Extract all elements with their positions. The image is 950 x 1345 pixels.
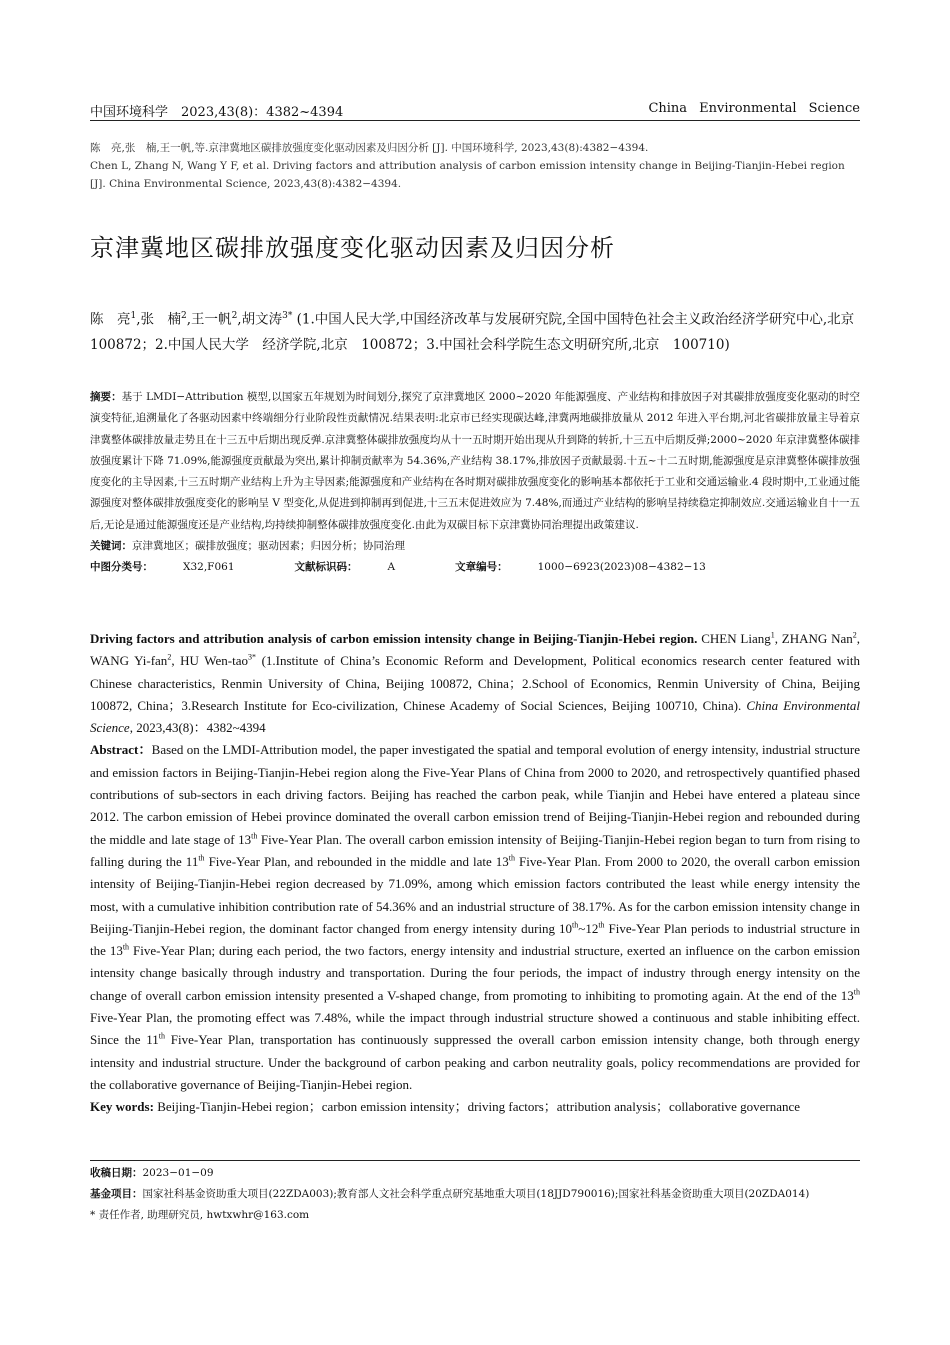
en-abstract: Abstract：Based on the LMDI-Attribution model, the paper investigated the spatial and temporal evolution of energy intensity, industrial structure and emission factors in Beijing-Tianjin-Hebei region along the Five-Year Plans of China from 2000 to 2020, and retrospectively quantified phased contributions of sub-sectors in each driving factors. Beijing has reached the carbon peak, while Tianjin and Hebei have entered a plateau since 2012. The carbon emission of Hebei province dominated the overall carbon emission trend of Beijing-Tianjin-Hebei region and rebounded during the middle and late stage of 13th Five-Year Plan. The overall carbon emission intensity of Beijing-Tianjin-Hebei region began to turn from rising to falling during the 11th Five-Year Plan, and rebounded in the middle and late 13th Five-Year Plan. From 2000 to 2020, the overall carbon emission intensity of Beijing-Tianjin-Hebei region decreased by 71.09%, among which emission factors contributed the least while energy intensity the most, with a cumulative inhibition contribution rate of 54.36% and an industrial structure of 38.17%. As for the carbon emission intensity change in Beijing-Tianjin-Hebei region, the dominant factor changed from energy intensity during 10th~12th Five-Year Plan periods to industrial structure in the 13th Five-Year Plan; during each period, the two factors, energy intensity and industrial structure, exerted an influence on the carbon emission intensity change basically through industry and transportation. During the four periods, the impact of industry through energy intensity on the change of overall carbon emission intensity presented a V-shaped change, from promoting to inhibiting to promoting again. At the end of the 13th Five-Year Plan, the promoting effect was 7.48%, while the impact through industrial structure showed a continuous and stable inhibiting effect. Since the 11th Five-Year Plan, transportation has continuously suppressed the overall carbon emission intensity change, both through energy intensity and industrial structure. Under the background of carbon peaking and carbon neutrality goals, policy recommendations are provided for the collaborative governance of Beijing-Tianjin-Hebei region. bbox=[90, 742, 861, 1092]
abstract-cn-label: 摘要： bbox=[90, 391, 122, 403]
article-number: 1000−6923(2023)08−4382−13 bbox=[537, 561, 706, 574]
en-keywords-label: Key words bbox=[90, 1099, 150, 1115]
journal-en: China Environmental Science bbox=[648, 101, 860, 116]
corresponding-author: * 责任作者, 助理研究员, hwtxwhr@163.com bbox=[90, 1209, 310, 1221]
author-2: ,张 楠 bbox=[136, 311, 182, 328]
abstract-cn-text: 基于 LMDI−Attribution 模型,以国家五年规划为时间划分,探究了京津冀地区 2000~2020 年能源强度、产业结构和排放因子对其碳排放强度变化驱动的时空演变特征,追溯量化了各驱动因素中终端细分行业阶段性贡献情况.结果表明:北京市已经实现碳达峰,津冀两地碳排放量从 2012 年进入平台期,河北省碳排放量主导着京津冀整体碳排放量走势且在十三五中后期出现反弹.京津冀整体碳排放强度均从十一五时期开始出现从升到降的转折,十三五中后期反弹;2000~2020 年京津冀整体碳排放强度累计下降 71.09%,能源强度贡献最为突出,累计抑制贡献率为 54.36%,产业结构 38.17%,排放因子贡献最弱.十五~十二五时期,能源强度是京津冀整体碳排放强度变化的主导因素,十三五时期产业结构上升为主导因素;能源强度和产业结构在各时期对碳排放强度变化的影响基本都依托于工业和交通运输业.4 段时期中,工业通过能源强度对整体碳排放强度变化的影响呈 V 型变化,从促进到抑制再到促进,十三五末促进效应为 7.48%,而通过产业结构的影响呈持续稳定抑制效应.交通运输业自十一五后,无论是通过能源强度还是产业结构,均持续抑制整体碳排放强度变化.由此为双碳目标下京津冀协同治理提出政策建议. bbox=[90, 391, 861, 531]
affiliations-cn: (1.中国人民大学,中国经济改革与发展研究院,全国中国特色社会主义政治经济学研究中心,北京 100872；2.中国人民大学 经济学院,北京 100872；3.中国社会科学院生态文明研究所,北京 100710) bbox=[90, 311, 868, 353]
clc-number: X32,F061 bbox=[183, 561, 235, 574]
author-list: 陈 亮$^1$,张 楠$^2$,王一帆$^2$,胡文涛$^{3*}$ (1.中国人民大学,中国经济改革与发展研究院,全国中国特色社会主义政治经济学研究中心,北京 100872；2.中国人民大学 经济学院,北京 100872；3.中国社会科学院生态文明研究所,北京 100710) bbox=[90, 311, 868, 353]
author-1: 陈 亮 bbox=[90, 311, 131, 328]
english-section: Driving factors and attribution analysis of carbon emission intensity change in Beijing-Tianjin-Hebei region. CHEN Liang$^1$, ZHANG Nan$^2$, WANG Yi-fan$^2$, HU Wen-tao$^{3*}$ (1.Institute of China’s Economic Reform and Development, Political economics research center featured with Chinese characteristics, Renmin University of China, Beijing 100872, China；2.School of Economics, Renmin University of China, Beijing 100872, China；3.Research Institute for Eco-civilization, Chinese Academy of Social Sciences, Beijing 100710, China). China Environmental Science, 2023,43(8)：4382~4394 Abstract：Based on the LMDI-Attribution model, the paper investigated the spatial and temporal evolution of energy intensity, industrial structure and emission factors in Beijing-Tianjin-Hebei region along the Five-Year Plans of China from 2000 to 2020, and retrospectively quantified phased contributions of sub-sectors in each driving factors. Beijing has reached the carbon peak, while Tianjin and Hebei have entered a plateau since 2012. The carbon emission of Hebei province dominated the overall carbon emission trend of Beijing-Tianjin-Hebei region and rebounded during the middle and late stage of 13th Five-Year Plan. The overall carbon emission intensity of Beijing-Tianjin-Hebei region began to turn from rising to falling during the 11th Five-Year Plan, and rebounded in the middle and late 13th Five-Year Plan. From 2000 to 2020, the overall carbon emission intensity of Beijing-Tianjin-Hebei region decreased by 71.09%, among which emission factors contributed the least while energy intensity the most, with a cumulative inhibition contribution rate of 54.36% and an industrial structure of 38.17%. As for the carbon emission intensity change in Beijing-Tianjin-Hebei region, the dominant factor changed from energy intensity during 10th~12th Five-Year Plan periods to industrial structure in the 13th Five-Year Plan; during each period, the two factors, energy intensity and industrial structure, exerted an influence on the carbon emission intensity change basically through industry and transportation. During the four periods, the impact of industry through energy intensity on the change of overall carbon emission intensity presented a V-shaped change, from promoting to inhibiting to promoting again. At the end of the 13th Five-Year Plan, the promoting effect was 7.48%, while the impact through industrial structure showed a continuous and stable inhibiting effect. Since the 11th Five-Year Plan, transportation has continuously suppressed the overall carbon emission intensity change, both through energy intensity and industrial structure. Under the background of carbon peaking and carbon neutrality goals, policy recommendations are provided for the collaborative governance of Beijing-Tianjin-Hebei region. Key words: Beijing-Tianjin-Hebei region；carbon emission intensity；driving factors；attribution analysis；collaborative governance bbox=[90, 628, 860, 1119]
keywords-cn: 京津冀地区；碳排放强度；驱动因素；归因分析；协同治理 bbox=[132, 540, 405, 553]
citation-block bbox=[90, 139, 860, 193]
author-3: ,王一帆 bbox=[186, 311, 232, 328]
fund-info: 国家社科基金资助重大项目(22ZDA003);教育部人文社会科学重点研究基地重大项目(18JJD790016);国家社科基金资助重大项目(20ZDA014) bbox=[142, 1188, 810, 1200]
doc-code: A bbox=[387, 561, 396, 574]
footnotes: 收稿日期：2023−01−09 基金项目：国家社科基金资助重大项目(22ZDA003);教育部人文社会科学重点研究基地重大项目(18JJD790016);国家社科基金资助重大项目(20ZDA014) * 责任作者, 助理研究员, hwtxwhr@163.com bbox=[90, 1160, 860, 1226]
classification-row: 中图分类号： X32,F061 文献标识码： A 文章编号： 1000−6923(2023)08−4382−13 bbox=[90, 561, 706, 574]
en-affiliations: (1.Institute of China’s Economic Reform and Development, Political economics research center featured with Chinese characteristics, Renmin University of China, Beijing 100872, China；2.School of Economics, Renmin University of China, Beijing 100872, China；3.Research Institute for Eco-civilization, Chinese Academy of Social Sciences, Beijing 100710, China). bbox=[90, 653, 860, 713]
en-abstract-label: Abstract bbox=[90, 742, 139, 758]
paper-title: 京津冀地区碳排放强度变化驱动因素及归因分析 bbox=[90, 234, 615, 262]
received-date: 2023−01−09 bbox=[142, 1167, 214, 1179]
en-journal: China Environmental Science bbox=[90, 697, 860, 736]
author-4: ,胡文涛 bbox=[237, 311, 283, 328]
journal-cn: 中国环境科学 2023,43(8)：4382~4394 bbox=[90, 105, 344, 120]
citation-cn: 陈 亮,张 楠,王一帆,等.京津冀地区碳排放强度变化驱动因素及归因分析 [J]. 中国环境科学, 2023,43(8):4382−4394. bbox=[90, 142, 649, 154]
en-keywords: Key words: Beijing-Tianjin-Hebei region；carbon emission intensity；driving factors；attribution analysis；collaborative governance bbox=[90, 1099, 801, 1115]
keywords-cn-label: 关键词： bbox=[90, 540, 132, 553]
abstract-cn bbox=[90, 387, 860, 579]
running-header bbox=[90, 100, 860, 121]
en-title: Driving factors and attribution analysis of carbon emission intensity change in Beijing-Tianjin-Hebei region. bbox=[90, 631, 698, 646]
citation-en: Chen L, Zhang N, Wang Y F, et al. Driving factors and attribution analysis of carbon emission intensity change in Beijing-Tianjin-Hebei region [J]. China Environmental Science, 2023,43(8):4382−4394. bbox=[90, 160, 845, 190]
